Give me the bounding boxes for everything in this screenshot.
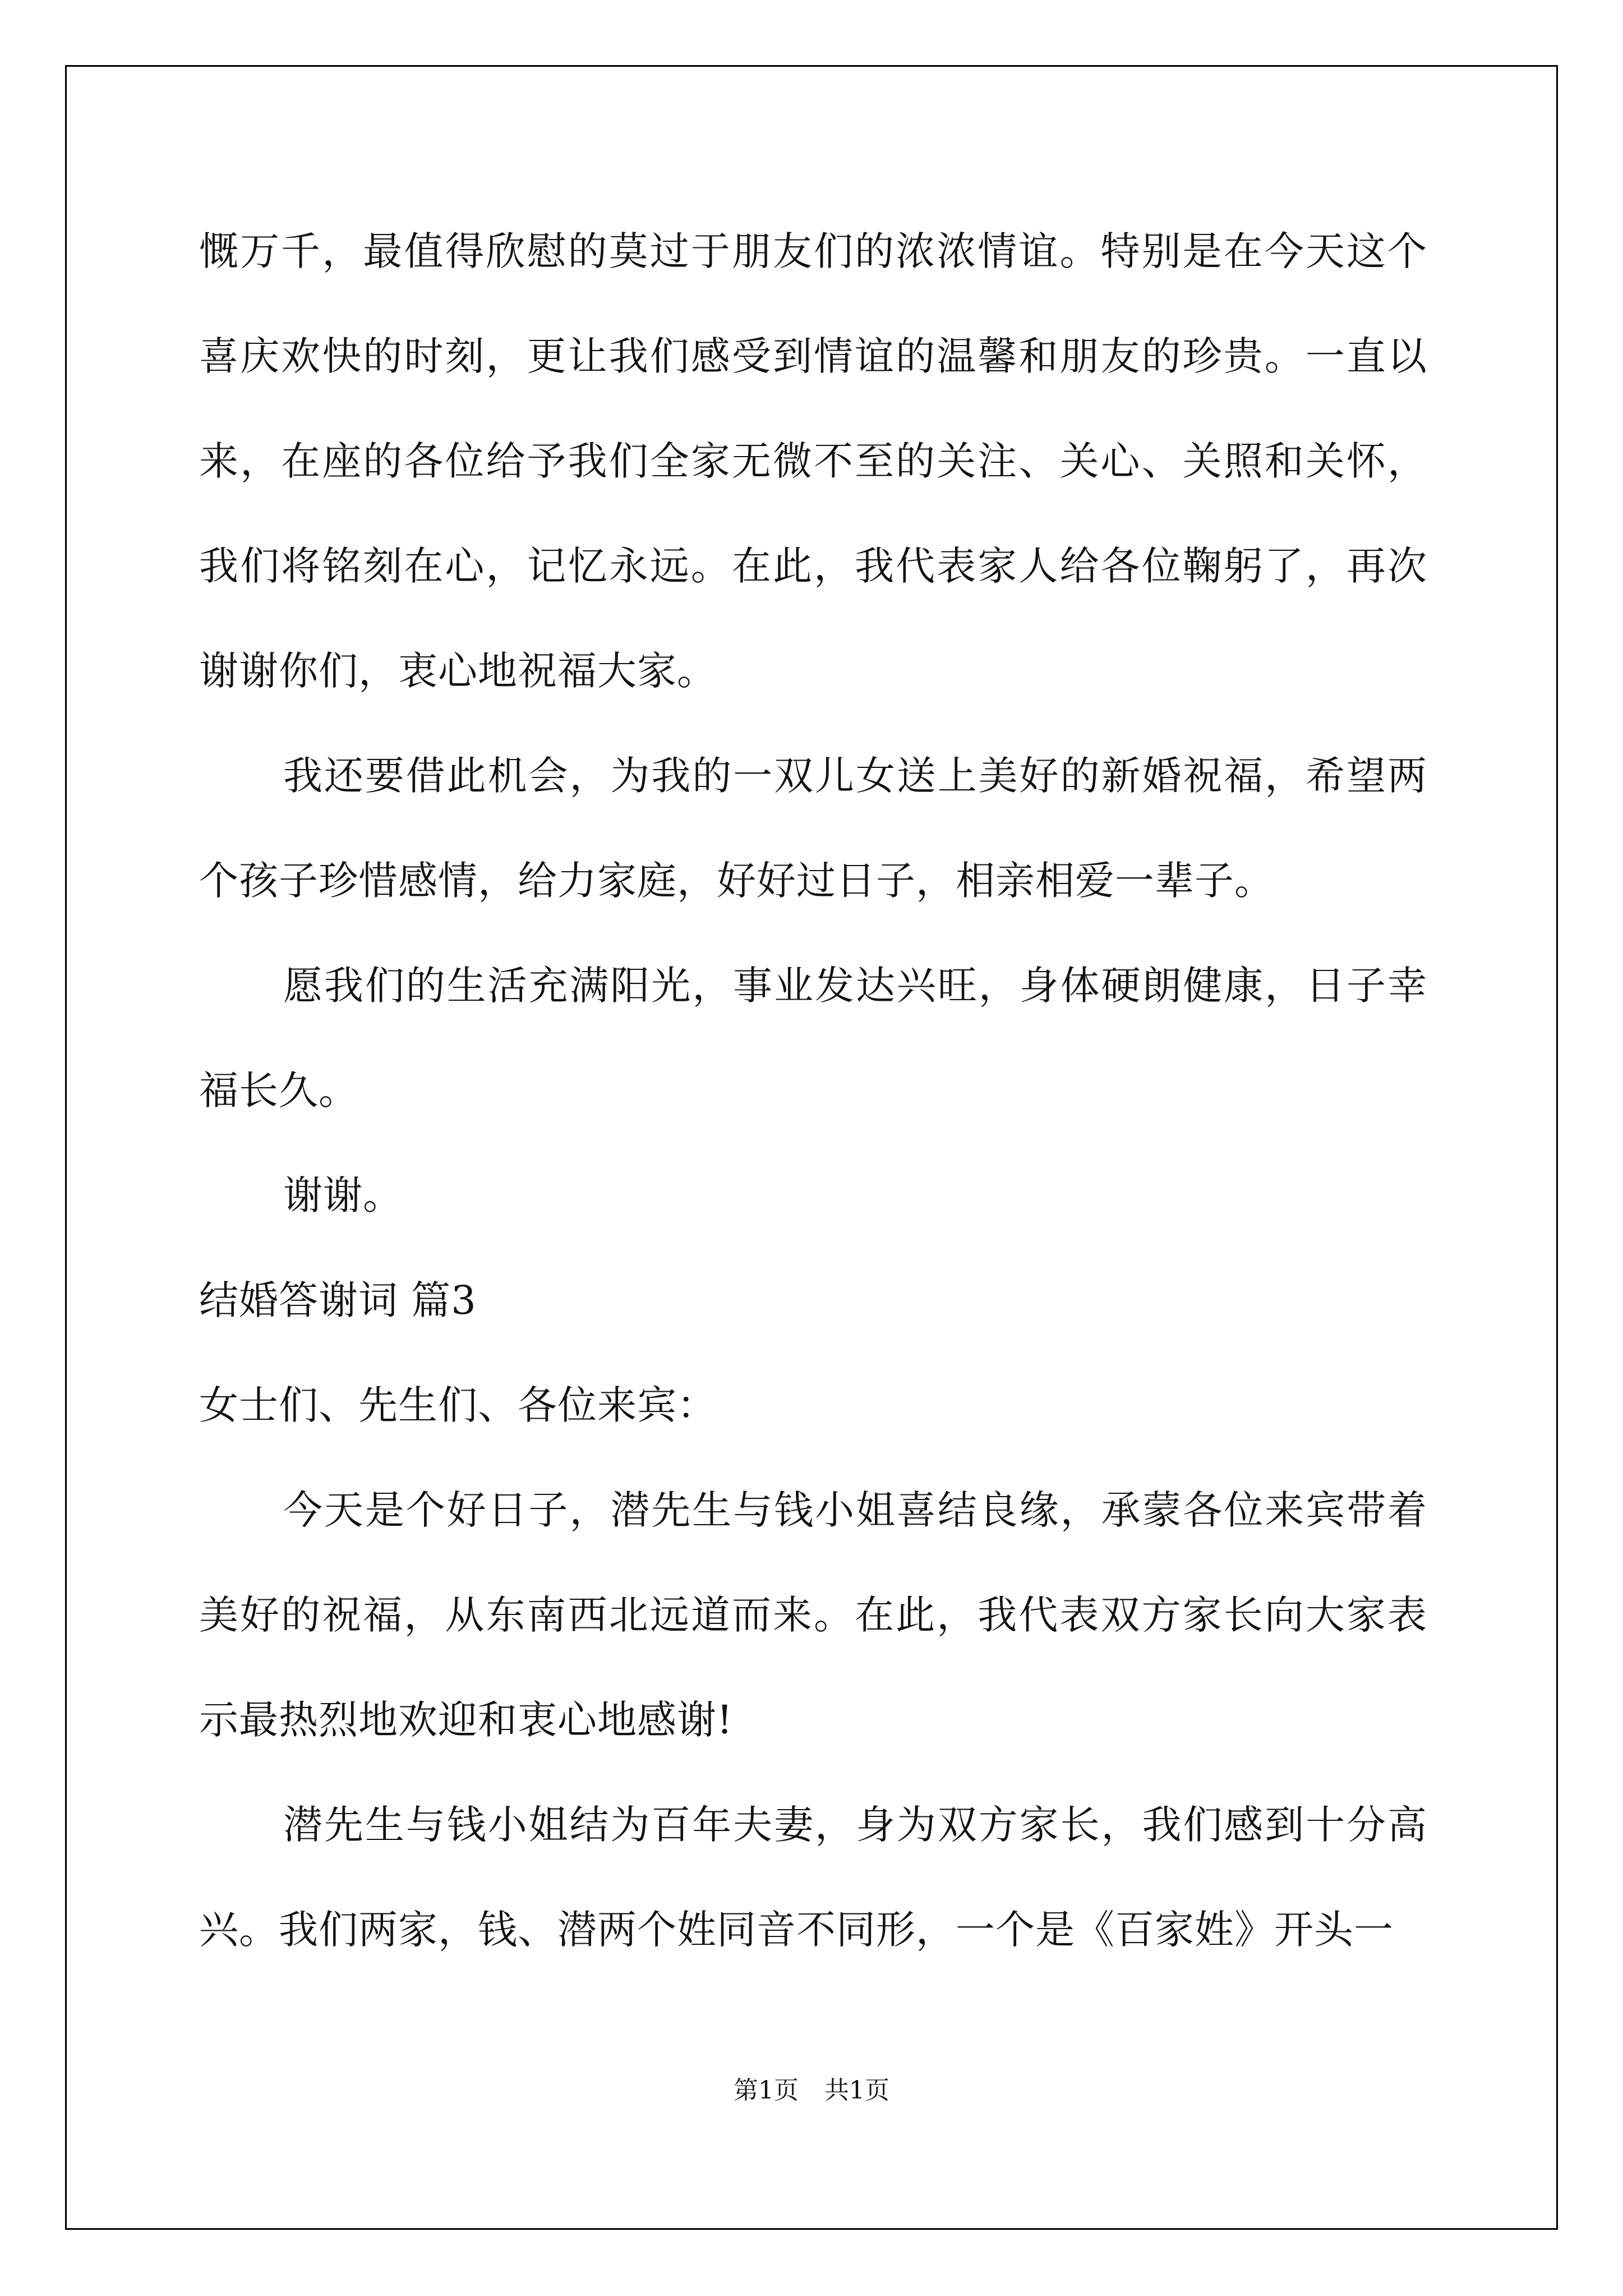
page-number-current: 第1页 xyxy=(734,2076,799,2105)
paragraph-8: 潜先生与钱小姐结为百年夫妻，身为双方家长，我们感到十分高兴。我们两家，钱、潜两个姓同音不同形，一个是《百家姓》开头一 xyxy=(199,1802,1427,1953)
salutation: 女士们、先生们、各位来宾： xyxy=(199,1382,717,1428)
page-footer xyxy=(0,2070,1623,2106)
section-heading: 结婚答谢词 篇3 xyxy=(199,1277,477,1323)
paragraph-7: 今天是个好日子，潜先生与钱小姐喜结良缘，承蒙各位来宾带着美好的祝福，从东南西北远道而来。在此，我代表双方家长向大家表示最热烈地欢迎和衷心地感谢! xyxy=(199,1487,1427,1743)
paragraph-2: 我还要借此机会，为我的一双儿女送上美好的新婚祝福，希望两个孩子珍惜感情，给力家庭，好好过日子，相亲相爱一辈子。 xyxy=(199,753,1427,904)
page-number-total: 共1页 xyxy=(824,2076,889,2105)
document-body xyxy=(199,199,1427,1982)
paragraph-4: 谢谢。 xyxy=(283,1172,403,1218)
paragraph-3: 愿我们的生活充满阳光，事业发达兴旺，身体硬朗健康，日子幸福长久。 xyxy=(199,963,1427,1114)
paragraph-1: 慨万千，最值得欣慰的莫过于朋友们的浓浓情谊。特别是在今天这个喜庆欢快的时刻，更让我们感受到情谊的温馨和朋友的珍贵。一直以来，在座的各位给予我们全家无微不至的关注、关心、关照和关怀，我们将铭刻在心，记忆永远。在此，我代表家人给各位鞠躬了，再次谢谢你们，衷心地祝福大家。 xyxy=(199,228,1427,694)
